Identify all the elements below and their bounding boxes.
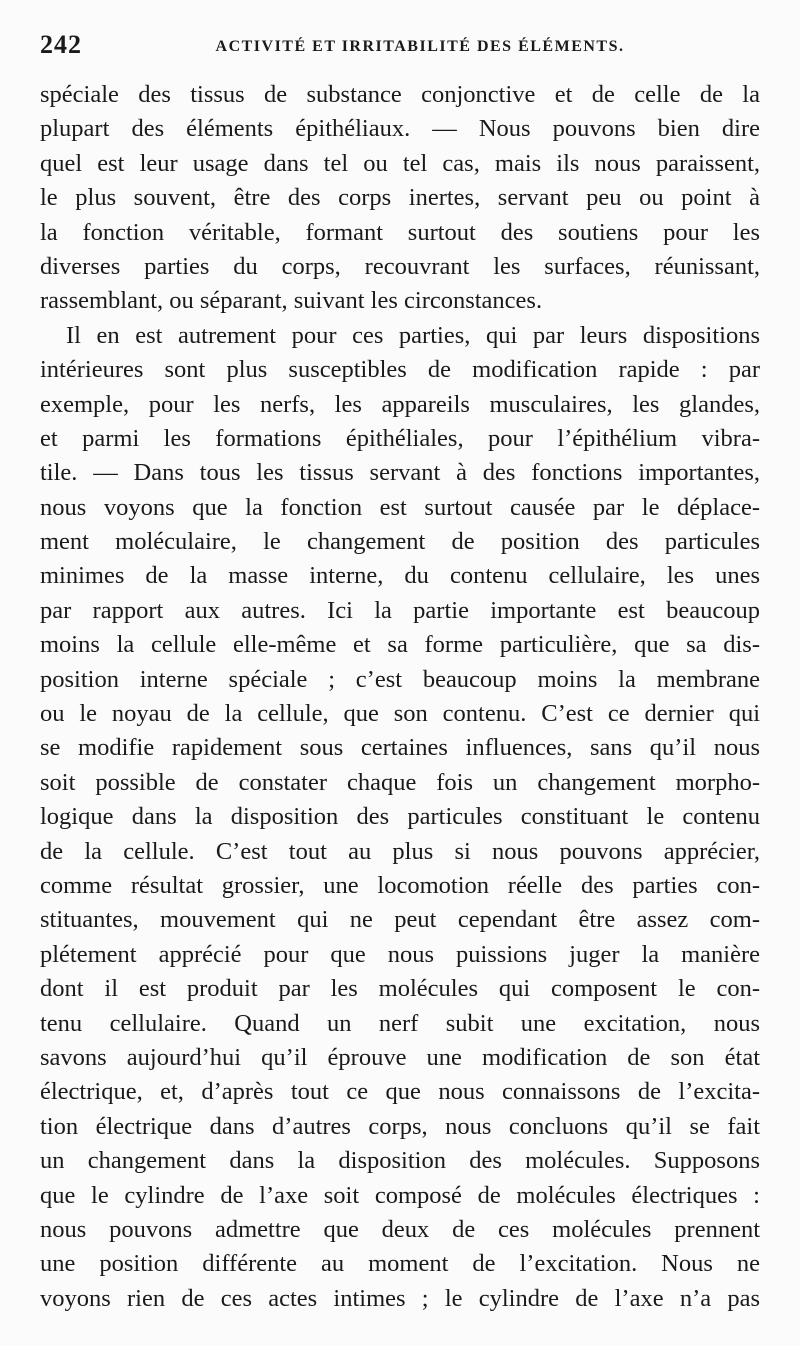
- text-line: une position différente au moment de l’excitation. Nous ne: [40, 1250, 760, 1278]
- text-line: quel est leur usage dans tel ou tel cas, mais ils nous paraissent,: [40, 149, 760, 177]
- text-line: plétement apprécié pour que nous puissions juger la manière: [40, 940, 760, 968]
- text-line: plupart des éléments épithéliaux. — Nous pouvons bien dire: [40, 115, 760, 143]
- text-line: de la cellule. C’est tout au plus si nous pouvons apprécier,: [40, 837, 760, 865]
- paragraph-start-line: Il en est autrement pour ces parties, qui par leurs dispositions: [66, 321, 760, 349]
- text-line: se modifie rapidement sous certaines influences, sans qu’il nous: [40, 734, 760, 762]
- text-line: stituantes, mouvement qui ne peut cependant être assez com-: [40, 906, 760, 934]
- body-text: [40, 78, 760, 1316]
- paragraph-end-line: rassemblant, ou séparant, suivant les circonstances.: [40, 287, 543, 315]
- text-line: nous pouvons admettre que deux de ces molécules prennent: [40, 1215, 760, 1243]
- text-line: position interne spéciale ; c’est beaucoup moins la membrane: [40, 665, 760, 693]
- text-line: la fonction véritable, formant surtout des soutiens pour les: [40, 218, 760, 246]
- text-line: et parmi les formations épithéliales, pour l’épithélium vibra-: [40, 424, 760, 452]
- text-line: que le cylindre de l’axe soit composé de molécules électriques :: [40, 1181, 760, 1209]
- text-line: intérieures sont plus susceptibles de modification rapide : par: [40, 356, 760, 384]
- text-line: électrique, et, d’après tout ce que nous connaissons de l’excita-: [40, 1078, 760, 1106]
- running-head: [40, 30, 760, 66]
- text-line: comme résultat grossier, une locomotion réelle des parties con-: [40, 871, 760, 899]
- text-line: dont il est produit par les molécules qui composent le con-: [40, 975, 760, 1003]
- text-line: par rapport aux autres. Ici la partie importante est beaucoup: [40, 596, 760, 624]
- text-line: tile. — Dans tous les tissus servant à des fonctions importantes,: [40, 459, 760, 487]
- text-line: nous voyons que la fonction est surtout causée par le déplace-: [40, 493, 760, 521]
- text-line: soit possible de constater chaque fois un changement morpho-: [40, 768, 760, 796]
- text-line: ment moléculaire, le changement de position des particules: [40, 528, 760, 556]
- text-line: voyons rien de ces actes intimes ; le cylindre de l’axe n’a pas: [40, 1284, 760, 1312]
- text-line: tion électrique dans d’autres corps, nous concluons qu’il se fait: [40, 1112, 760, 1140]
- text-line: logique dans la disposition des particules constituant le contenu: [40, 803, 760, 831]
- text-line: spéciale des tissus de substance conjonctive et de celle de la: [40, 81, 760, 108]
- running-title: ACTIVITÉ ET IRRITABILITÉ DES ÉLÉMENTS.: [215, 38, 625, 55]
- text-line: exemple, pour les nerfs, les appareils musculaires, les glandes,: [40, 390, 760, 418]
- text-line: le plus souvent, être des corps inertes, servant peu ou point à: [40, 184, 760, 212]
- text-line: un changement dans la disposition des molécules. Supposons: [40, 1147, 760, 1175]
- text-line: savons aujourd’hui qu’il éprouve une modification de son état: [40, 1043, 760, 1071]
- text-line: tenu cellulaire. Quand un nerf subit une excitation, nous: [40, 1009, 760, 1037]
- text-line: diverses parties du corps, recouvrant les surfaces, réunissant,: [40, 252, 760, 280]
- page-number: 242: [40, 30, 82, 59]
- text-line: moins la cellule elle-même et sa forme particulière, que sa dis-: [40, 631, 760, 659]
- text-line: ou le noyau de la cellule, que son contenu. C’est ce dernier qui: [40, 700, 760, 728]
- text-line: minimes de la masse interne, du contenu cellulaire, les unes: [40, 562, 760, 590]
